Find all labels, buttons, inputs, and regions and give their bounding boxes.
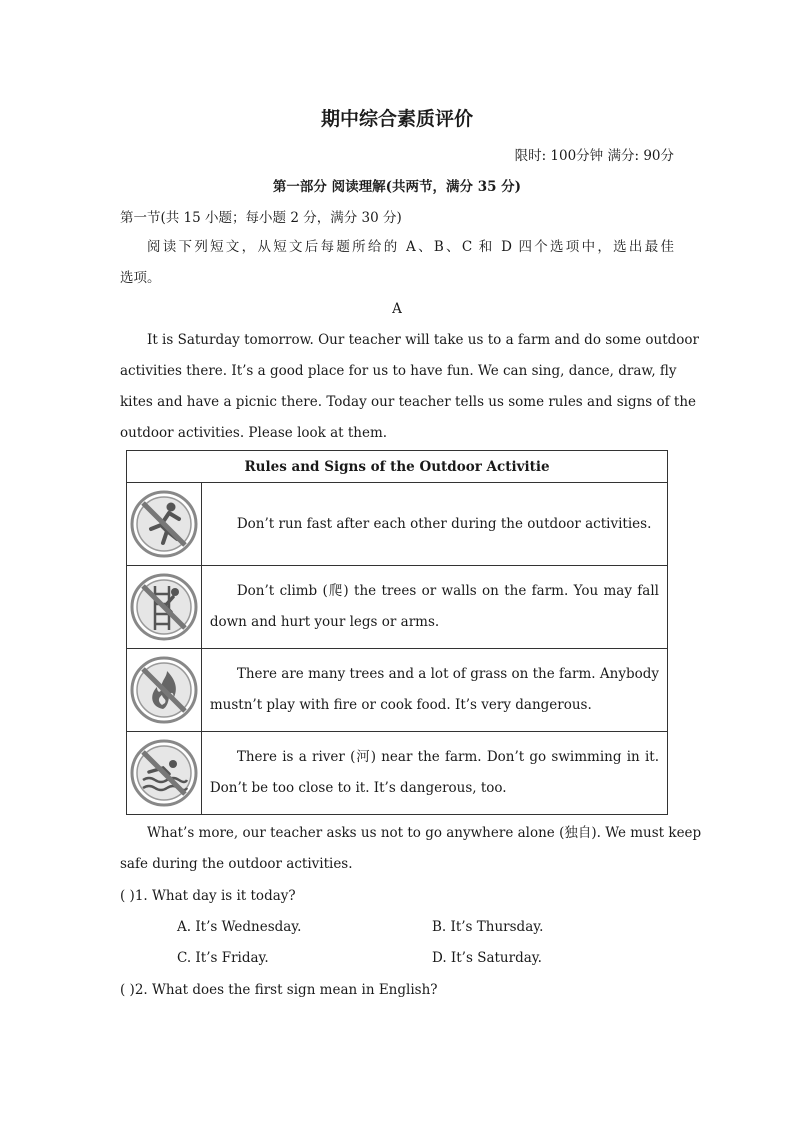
rule-text [201,649,667,732]
section-heading: 第一节(共 15 小题；每小题 2 分，满分 30 分) [120,210,402,226]
sign-cell [127,483,202,566]
rule-line: Don’t climb (爬) the trees or walls on the farm. You may fall [236,583,659,599]
passage-line: What’s more, our teacher asks us not to go anywhere alone (独自). We must keep [147,825,702,841]
passage-line: kites and have a picnic there. Today our teacher tells us some rules and signs of the [120,394,697,410]
option-a[interactable]: A. It’s Wednesday. [177,919,302,935]
passage-intro [120,325,699,449]
passage-line: safe during the outdoor activities. [120,856,353,872]
question-2: ( )2. What does the first sign mean in English? [120,982,438,998]
question-1: ( )1. What day is it today? [120,888,296,904]
option-b[interactable]: B. It’s Thursday. [432,919,544,935]
passage-line: activities there. It’s a good place for us to have fun. We can sing, dance, draw, fly [120,363,677,379]
page-title: 期中综合素质评价 [320,108,473,130]
rule-text [201,732,667,815]
rule-line: down and hurt your legs or arms. [209,614,440,630]
rules-table-header: Rules and Signs of the Outdoor Activitie [127,451,668,483]
instructions-line: 选项。 [120,270,161,286]
instructions-line: 阅读下列短文，从短文后每题所给的 A、B、C 和 D 四个选项中，选出最佳 [147,239,674,255]
rule-line: Don’t run fast after each other during the outdoor activities. [236,515,652,532]
passage-label: A [392,301,402,317]
sign-cell [127,566,202,649]
rule-text [201,566,667,649]
sign-cell [127,732,202,815]
time-score-info: 限时: 100分钟 满分: 90分 [514,148,674,164]
rules-table [126,450,668,815]
rule-line: Don’t be too close to it. It’s dangerous, too. [209,780,507,796]
passage-after [120,818,702,880]
instructions [120,232,674,294]
no-climbing-icon [129,572,199,642]
no-swimming-icon [129,738,199,808]
no-running-icon [129,489,199,559]
rule-line: There are many trees and a lot of grass on the farm. Anybody [236,666,659,682]
passage-line: It is Saturday tomorrow. Our teacher will take us to a farm and do some outdoor [147,332,699,348]
passage-line: outdoor activities. Please look at them. [120,425,388,441]
rule-text [201,483,667,566]
part-heading: 第一部分 阅读理解(共两节，满分 35 分) [272,179,522,195]
rule-line: mustn’t play with fire or cook food. It’s very dangerous. [209,697,592,713]
sign-cell [127,649,202,732]
no-fire-icon [129,655,199,725]
option-c[interactable]: C. It’s Friday. [177,950,269,966]
option-d[interactable]: D. It’s Saturday. [432,950,542,966]
rule-line: There is a river (河) near the farm. Don’t go swimming in it. [236,749,659,765]
